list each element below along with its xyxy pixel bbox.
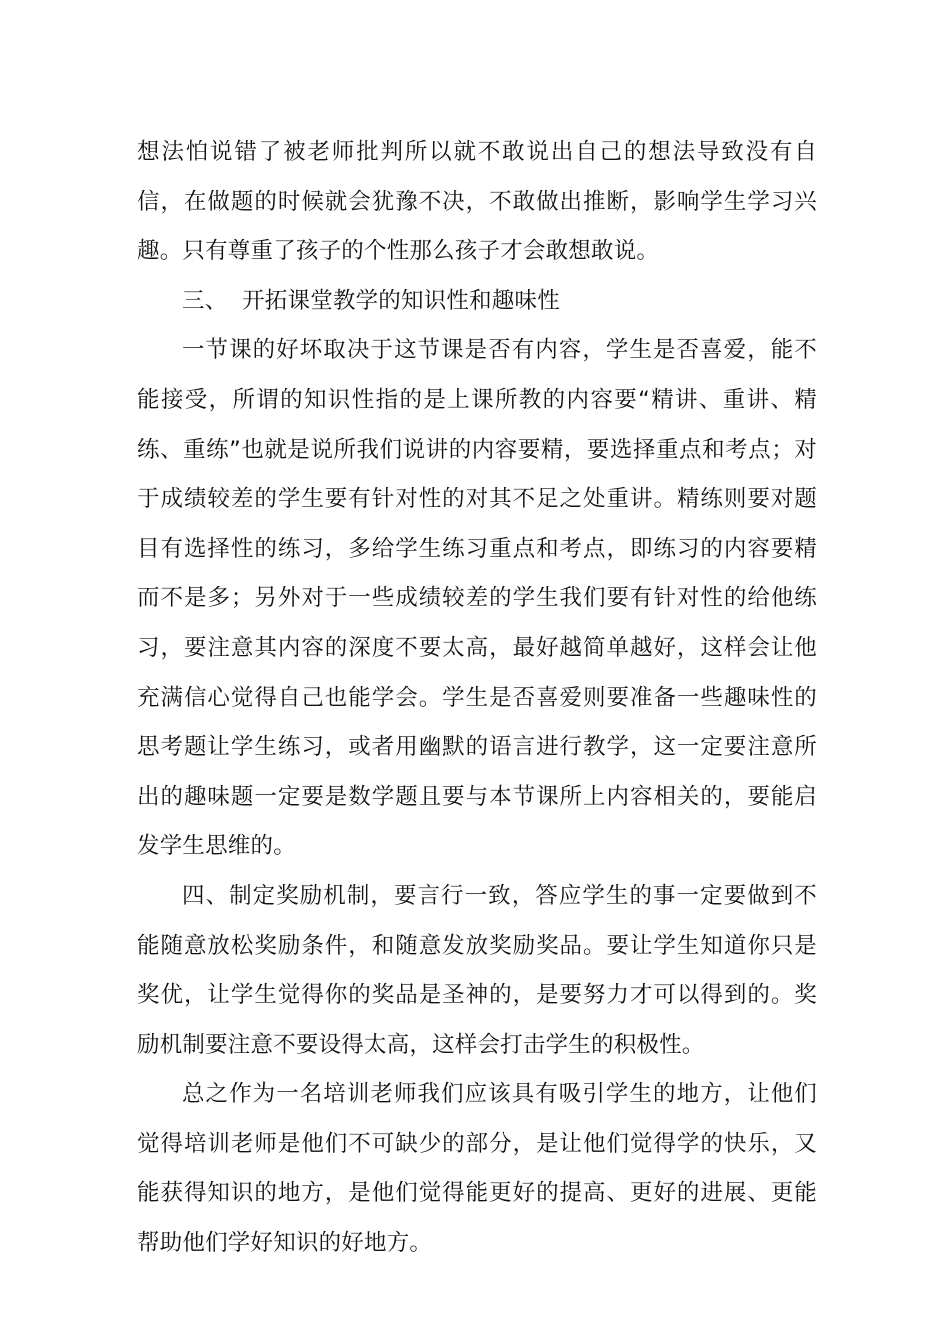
section-four-paragraph: 四、制定奖励机制，要言行一致，答应学生的事一定要做到不能随意放松奖励条件，和随意发放奖励奖品。要让学生知道你只是奖优，让学生觉得你的奖品是圣神的，是要努力才可以得到的。奖励机制要注意不要设得太高，这样会打击学生的积极性。 bbox=[137, 882, 817, 1058]
document-body bbox=[137, 128, 817, 1269]
paragraph-continuation: 想法怕说错了被老师批判所以就不敢说出自己的想法导致没有自信，在做题的时候就会犹豫不决，不敢做出推断，影响学生学习兴趣。只有尊重了孩子的个性那么孩子才会敢想敢说。 bbox=[137, 139, 817, 265]
conclusion-paragraph: 总之作为一名培训老师我们应该具有吸引学生的地方，让他们觉得培训老师是他们不可缺少的部分，是让他们觉得学的快乐，又能获得知识的地方，是他们觉得能更好的提高、更好的进展、更能帮助他们学好知识的好地方。 bbox=[137, 1081, 817, 1257]
section-three-body: 一节课的好坏取决于这节课是否有内容，学生是否喜爱，能不能接受，所谓的知识性指的是上课所教的内容要“精讲、重讲、精练、重练”也就是说所我们说讲的内容要精，要选择重点和考点；对于成绩较差的学生要有针对性的对其不足之处重讲。精练则要对题目有选择性的练习，多给学生练习重点和考点，即练习的内容要精而不是多；另外对于一些成绩较差的学生我们要有针对性的给他练习，要注意其内容的深度不要太高，最好越简单越好，这样会让他充满信心觉得自己也能学会。学生是否喜爱则要准备一些趣味性的思考题让学生练习，或者用幽默的语言进行教学，这一定要注意所出的趣味题一定要是数学题且要与本节课所上内容相关的，要能启发学生思维的。 bbox=[137, 337, 817, 860]
section-three-heading: 三、 开拓课堂教学的知识性和趣味性 bbox=[182, 287, 560, 314]
